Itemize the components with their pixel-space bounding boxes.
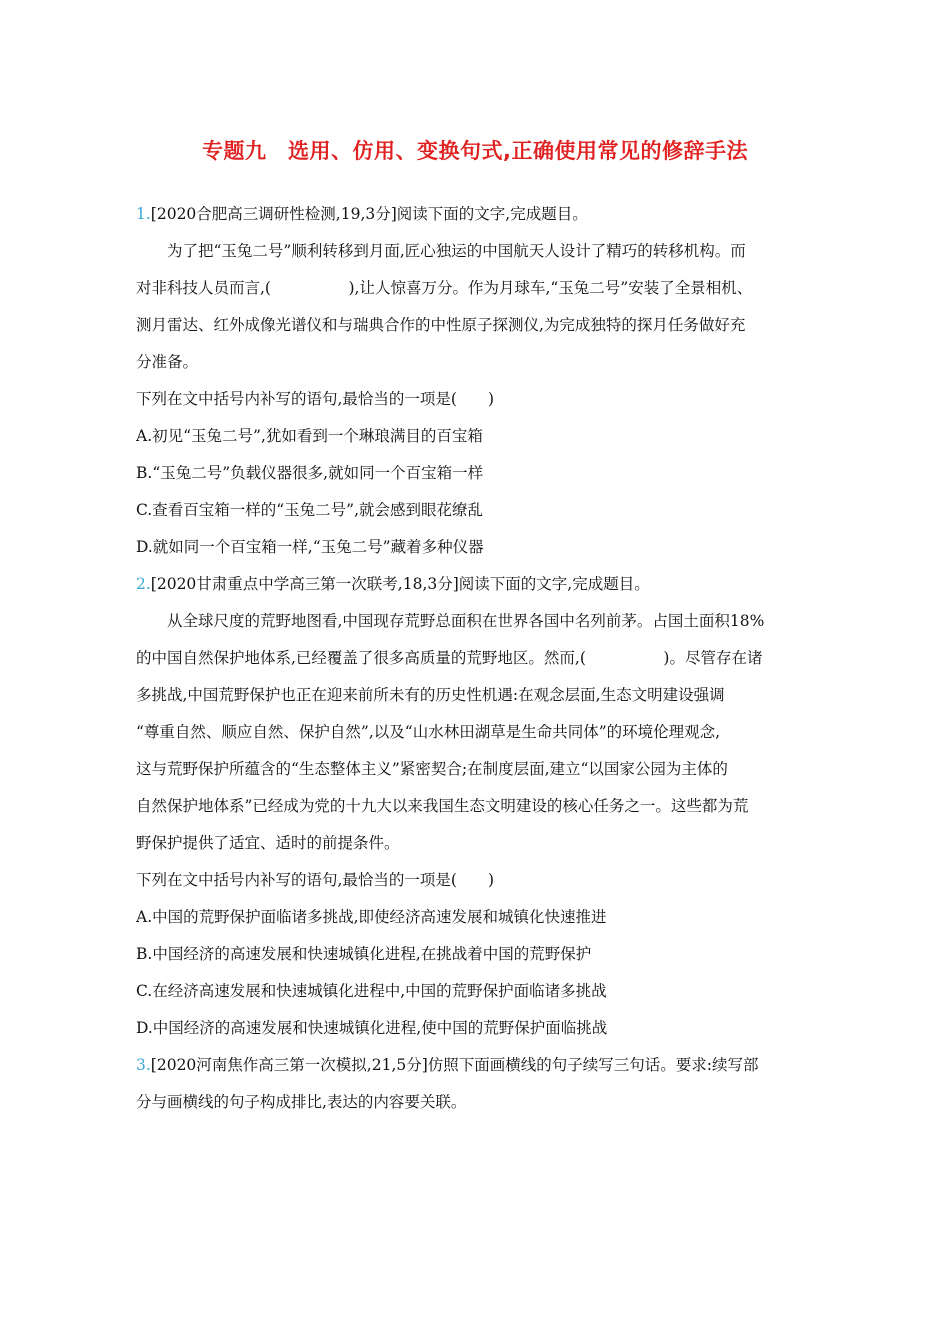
question-2-option-a: A.中国的荒野保护面临诸多挑战,即使经济高速发展和城镇化快速推进 xyxy=(136,908,607,926)
page-title: 专题九 选用、仿用、变换句式,正确使用常见的修辞手法 xyxy=(202,139,748,163)
question-1-number: 1. xyxy=(136,205,151,223)
question-2-source: [2020甘肃重点中学高三第一次联考,18,3分]阅读下面的文字,完成题目。 xyxy=(150,575,650,593)
question-1-source: [2020合肥高三调研性检测,19,3分]阅读下面的文字,完成题目。 xyxy=(150,205,588,223)
question-3-header xyxy=(136,1047,826,1084)
question-2-option-b: B.中国经济的高速发展和快速城镇化进程,在挑战着中国的荒野保护 xyxy=(136,945,592,963)
question-1-option-c: C.查看百宝箱一样的“玉兔二号”,就会感到眼花缭乱 xyxy=(136,501,484,519)
question-1-option-b: B.“玉兔二号”负载仪器很多,就如同一个百宝箱一样 xyxy=(136,464,484,482)
question-2-option-c: C.在经济高速发展和快速城镇化进程中,中国的荒野保护面临诸多挑战 xyxy=(136,982,607,1000)
question-1-option-d: D.就如同一个百宝箱一样,“玉兔二号”藏着多种仪器 xyxy=(136,538,484,556)
question-2-header xyxy=(136,566,826,603)
question-2-passage-line: 这与荒野保护所蕴含的“生态整体主义”紧密契合;在制度层面,建立“以国家公园为主体的 xyxy=(136,760,728,778)
question-1-passage-line: 为了把“玉兔二号”顺利转移到月面,匠心独运的中国航天人设计了精巧的转移机构。而 xyxy=(167,242,746,260)
question-3-number: 3. xyxy=(136,1056,151,1074)
question-1-passage-line: 测月雷达、红外成像光谱仪和与瑞典合作的中性原子探测仪,为完成独特的探月任务做好充 xyxy=(136,316,746,334)
question-1-header xyxy=(136,196,826,233)
question-1-passage-line: 分准备。 xyxy=(136,353,199,371)
question-2-passage-line: 野保护提供了适宜、适时的前提条件。 xyxy=(136,834,400,852)
question-3-source: [2020河南焦作高三第一次模拟,21,5分]仿照下面画横线的句子续写三句话。要求:续写部 xyxy=(150,1056,759,1074)
question-2-passage-line: 多挑战,中国荒野保护也正在迎来前所未有的历史性机遇:在观念层面,生态文明建设强调 xyxy=(136,686,725,704)
question-1-prompt: 下列在文中括号内补写的语句,最恰当的一项是( ) xyxy=(136,390,495,408)
question-1-option-a: A.初见“玉兔二号”,犹如看到一个琳琅满目的百宝箱 xyxy=(136,427,483,445)
question-2-number: 2. xyxy=(136,575,151,593)
question-2-option-d: D.中国经济的高速发展和快速城镇化进程,使中国的荒野保护面临挑战 xyxy=(136,1019,608,1037)
question-2-prompt: 下列在文中括号内补写的语句,最恰当的一项是( ) xyxy=(136,871,495,889)
question-2-passage-line: 的中国自然保护地体系,已经覆盖了很多高质量的荒野地区。然而,( )。尽管存在诸 xyxy=(136,649,763,667)
question-3-continuation: 分与画横线的句子构成排比,表达的内容要关联。 xyxy=(136,1093,467,1111)
question-list xyxy=(136,196,826,1121)
question-2-passage-line: 自然保护地体系”已经成为党的十九大以来我国生态文明建设的核心任务之一。这些都为荒 xyxy=(136,797,749,815)
question-1-passage-line: 对非科技人员而言,( ),让人惊喜万分。作为月球车,“玉兔二号”安装了全景相机、 xyxy=(136,279,753,297)
question-2-passage-line: “尊重自然、顺应自然、保护自然”,以及“山水林田湖草是生命共同体”的环境伦理观念, xyxy=(136,723,721,741)
question-2-passage-line: 从全球尺度的荒野地图看,中国现存荒野总面积在世界各国中名列前茅。占国土面积18% xyxy=(167,612,765,630)
